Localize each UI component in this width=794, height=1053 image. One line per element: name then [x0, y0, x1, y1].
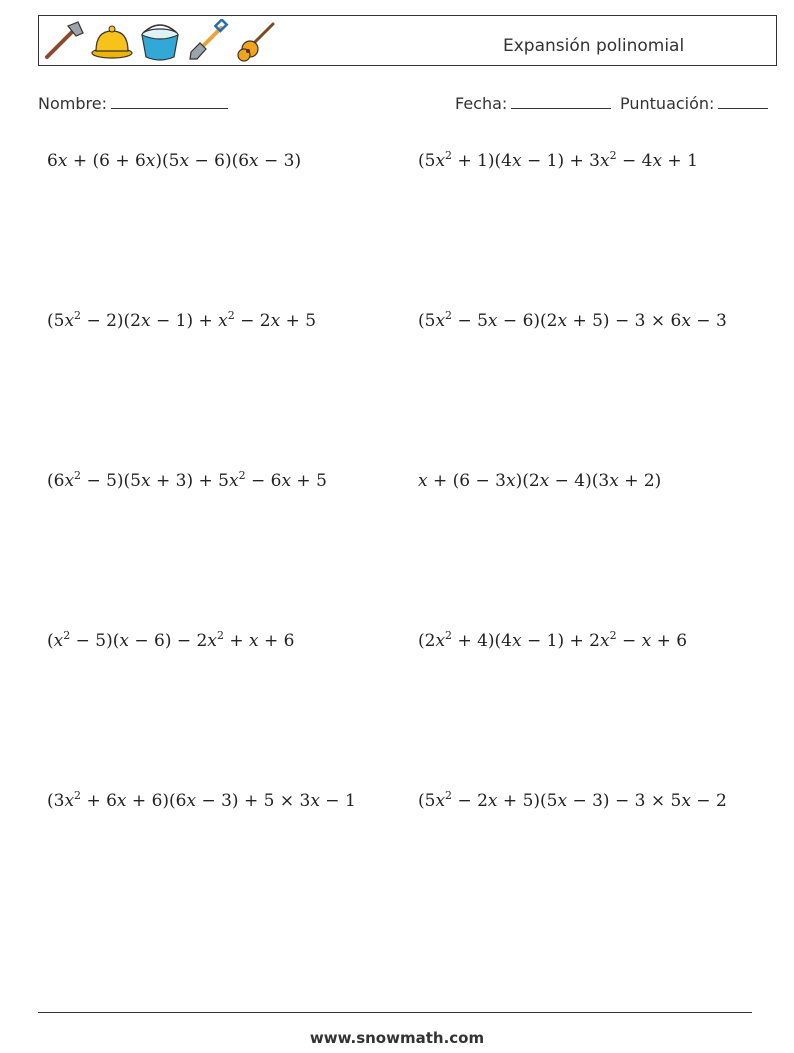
score-field[interactable] [620, 94, 768, 113]
footer-url[interactable]: www.snowmath.com [309, 1029, 485, 1047]
name-blank[interactable] [111, 94, 228, 109]
date-blank[interactable] [511, 94, 611, 109]
header-icons [42, 19, 278, 63]
axe-icon [42, 19, 86, 63]
shovel-icon [186, 19, 230, 63]
problem-2: $(5x^2 + 1)(4x - 1) + 3x^2 - 4x + 1$ [418, 149, 698, 171]
problem-3: $(5x^2 - 2)(2x - 1) + x^2 - 2x + 5$ [47, 309, 317, 331]
score-label: Puntuación: [620, 94, 715, 113]
worksheet-title: Expansión polinomial [503, 36, 685, 56]
name-label: Nombre: [38, 94, 107, 113]
problem-9: $(3x^2 + 6x + 6)(6x - 3) + 5 \times 3x - 1$ [47, 789, 356, 811]
problem-4: $(5x^2 - 5x - 6)(2x + 5) - 3 \times 6x - 3$ [418, 309, 727, 331]
problem-6: x + (6 − 3x)(2x − 4)(3x + 2) [418, 471, 662, 491]
problem-8: $(2x^2 + 4)(4x - 1) + 2x^2 - x + 6$ [418, 629, 688, 651]
guitar-icon [234, 19, 278, 63]
score-blank[interactable] [718, 94, 768, 109]
date-field[interactable] [455, 94, 611, 113]
date-label: Fecha: [455, 94, 508, 113]
footer-divider [38, 1012, 752, 1013]
problem-1: 6x + (6 + 6x)(5x − 6)(6x − 3) [47, 151, 302, 171]
worksheet-header [38, 15, 777, 66]
bell-dome-icon [90, 19, 134, 63]
problem-7: $(x^2 - 5)(x - 6) - 2x^2 + x + 6$ [47, 629, 295, 651]
problem-5: $(6x^2 - 5)(5x + 3) + 5x^2 - 6x + 5$ [47, 469, 327, 491]
problem-10: $(5x^2 - 2x + 5)(5x - 3) - 3 \times 5x - 2$ [418, 789, 727, 811]
name-field[interactable] [38, 94, 228, 113]
bucket-icon [138, 19, 182, 63]
